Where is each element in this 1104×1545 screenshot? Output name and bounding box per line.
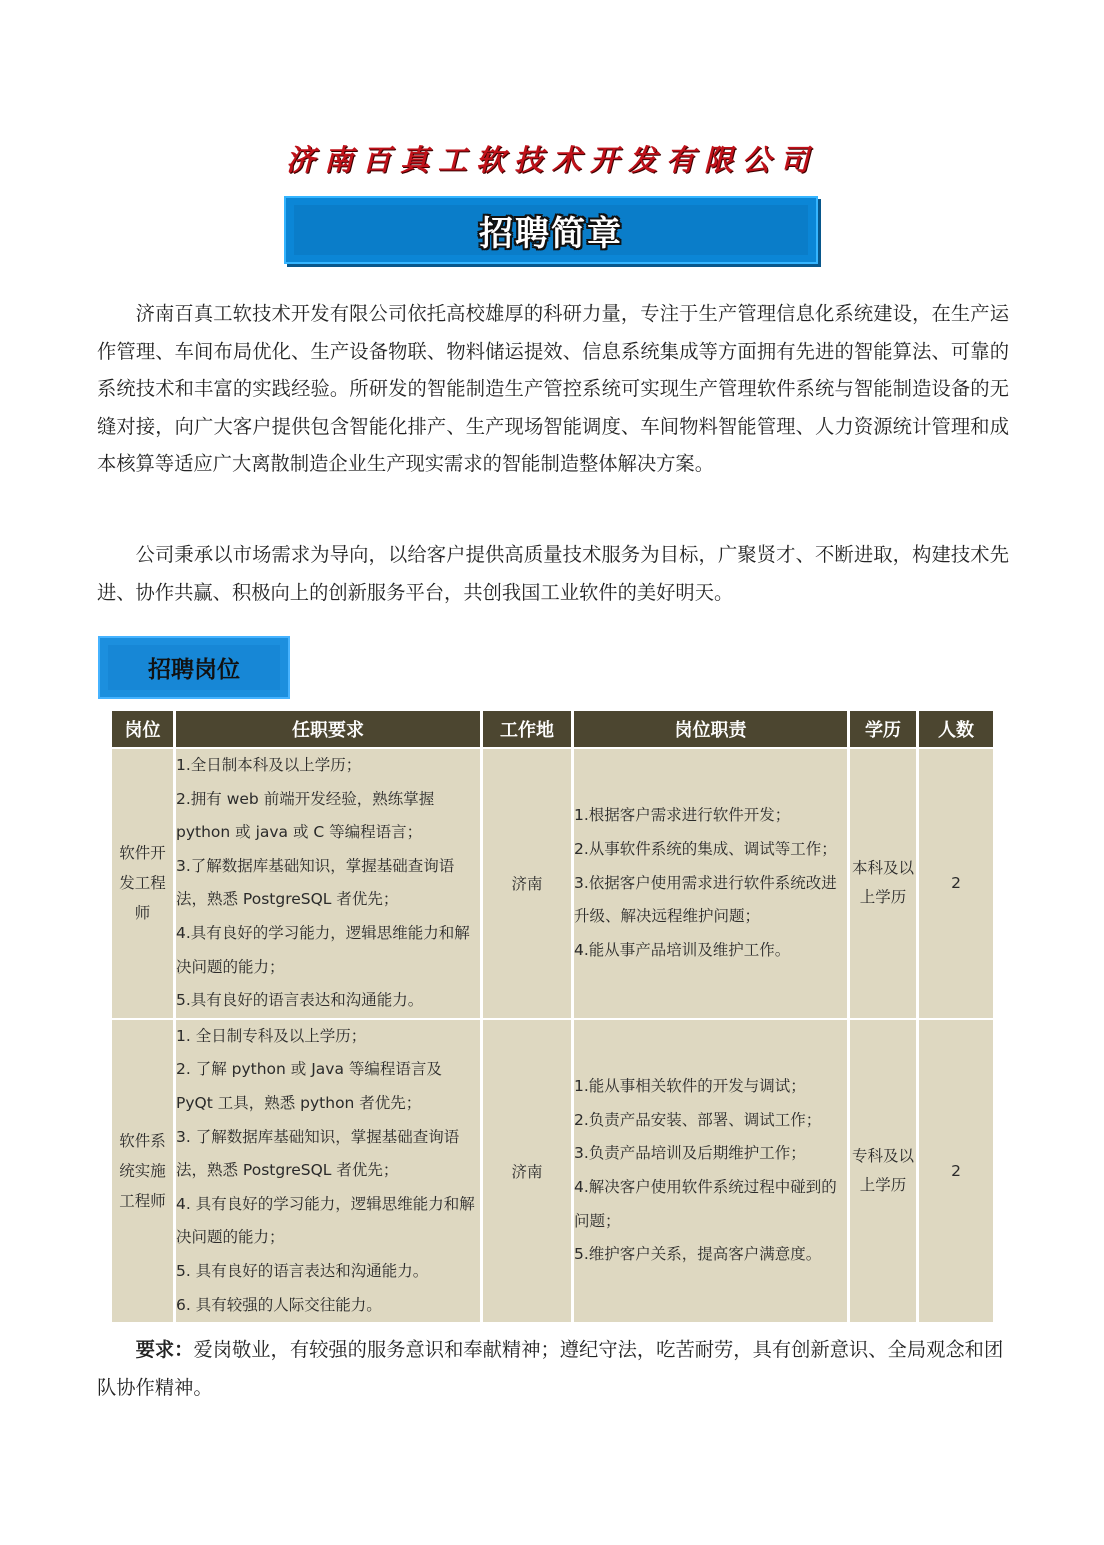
- row1-position: 软件开发工程师: [112, 749, 173, 1018]
- requirement-item: 3.了解数据库基础知识，掌握基础查询语法，熟悉 PostgreSQL 者优先；: [176, 856, 455, 909]
- title-banner: [284, 196, 818, 264]
- duty-item: 1.能从事相关软件的开发与调试；: [574, 1077, 806, 1096]
- section-tag: [98, 636, 290, 699]
- requirement-item: 2. 了解 python 或 Java 等编程语言及 PyQt 工具，熟悉 python 者优先；: [176, 1060, 442, 1112]
- row2-location: 济南: [483, 1020, 571, 1322]
- section-title: 招聘岗位: [108, 645, 280, 690]
- requirement-item: 5. 具有良好的语言表达和沟通能力。: [176, 1261, 429, 1280]
- duty-item: 5.维护客户关系，提高客户满意度。: [574, 1245, 822, 1264]
- requirement-item: 1. 全日制专科及以上学历；: [176, 1026, 367, 1045]
- duty-item: 2.负责产品安装、部署、调试工作；: [574, 1110, 822, 1129]
- row1-requirements: [176, 749, 480, 1018]
- row2-position: 软件系统实施工程师: [112, 1020, 173, 1322]
- row2-requirements: [176, 1020, 480, 1322]
- duty-item: 4.能从事产品培训及维护工作。: [574, 940, 791, 959]
- header-location: 工作地: [483, 711, 571, 747]
- row2-duties: [574, 1020, 847, 1322]
- header-education: 学历: [850, 711, 916, 747]
- company-name: 济南百真工软技术开发有限公司: [285, 143, 818, 177]
- duty-item: 4.解决客户使用软件系统过程中碰到的问题；: [574, 1177, 837, 1230]
- row1-duties: [574, 749, 847, 1018]
- row2-education: 专科及以上学历: [850, 1020, 916, 1322]
- requirement-item: 3. 了解数据库基础知识，掌握基础查询语法，熟悉 PostgreSQL 者优先；: [176, 1127, 460, 1180]
- intro-paragraph-1: 济南百真工软技术开发有限公司依托高校雄厚的科研力量，专注于生产管理信息化系统建设，在生产运作管理、车间布局优化、生产设备物联、物料储运提效、信息系统集成等方面拥有先进的智能算法、可靠的系统技术和丰富的实践经验。所研发的智能制造生产管控系统可实现生产管理软件系统与智能制造设备的无缝对接，向广大客户提供包含智能化排产、生产现场智能调度、车间物料智能管理、人力资源统计管理和成本核算等适应广大离散制造企业生产现实需求的智能制造整体解决方案。: [97, 302, 1009, 475]
- header-requirements: 任职要求: [176, 711, 480, 747]
- requirements-note: [97, 1331, 1009, 1406]
- row1-location: 济南: [483, 749, 571, 1018]
- row1-count: 2: [919, 749, 993, 1018]
- table-header-row: [112, 711, 993, 747]
- duty-item: 1.根据客户需求进行软件开发；: [574, 806, 791, 825]
- intro-paragraph-2: 公司秉承以市场需求为导向，以给客户提供高质量技术服务为目标，广聚贤才、不断进取，构建技术先进、协作共赢、积极向上的创新服务平台，共创我国工业软件的美好明天。: [97, 543, 1009, 604]
- header-duties: 岗位职责: [574, 711, 847, 747]
- table-row: [112, 749, 993, 1018]
- jobs-table: [109, 709, 996, 1324]
- requirement-item: 5.具有良好的语言表达和沟通能力。: [176, 991, 424, 1010]
- requirement-item: 2.拥有 web 前端开发经验，熟练掌握 python 或 java 或 C 等编程语言；: [176, 789, 435, 842]
- requirement-item: 1.全日制本科及以上学历；: [176, 756, 362, 774]
- requirement-item: 4. 具有良好的学习能力，逻辑思维能力和解决问题的能力；: [176, 1194, 475, 1247]
- duty-item: 3.负责产品培训及后期维护工作；: [574, 1144, 806, 1163]
- table-row: [112, 1020, 993, 1322]
- row2-count: 2: [919, 1020, 993, 1322]
- duty-item: 3.依据客户使用需求进行软件系统改进升级、解决远程维护问题；: [574, 873, 837, 926]
- row1-education: 本科及以上学历: [850, 749, 916, 1018]
- requirements-note-text: 爱岗敬业，有较强的服务意识和奉献精神；遵纪守法，吃苦耐劳，具有创新意识、全局观念和团队协作精神。: [97, 1338, 1004, 1399]
- requirement-item: 4.具有良好的学习能力，逻辑思维能力和解决问题的能力；: [176, 923, 470, 976]
- requirements-note-label: 要求：: [135, 1338, 194, 1361]
- requirement-item: 6. 具有较强的人际交往能力。: [176, 1295, 382, 1314]
- page-title: 招聘简章: [479, 213, 623, 254]
- duty-item: 2.从事软件系统的集成、调试等工作；: [574, 839, 837, 858]
- header-count: 人数: [919, 711, 993, 747]
- header-position: 岗位: [112, 711, 173, 747]
